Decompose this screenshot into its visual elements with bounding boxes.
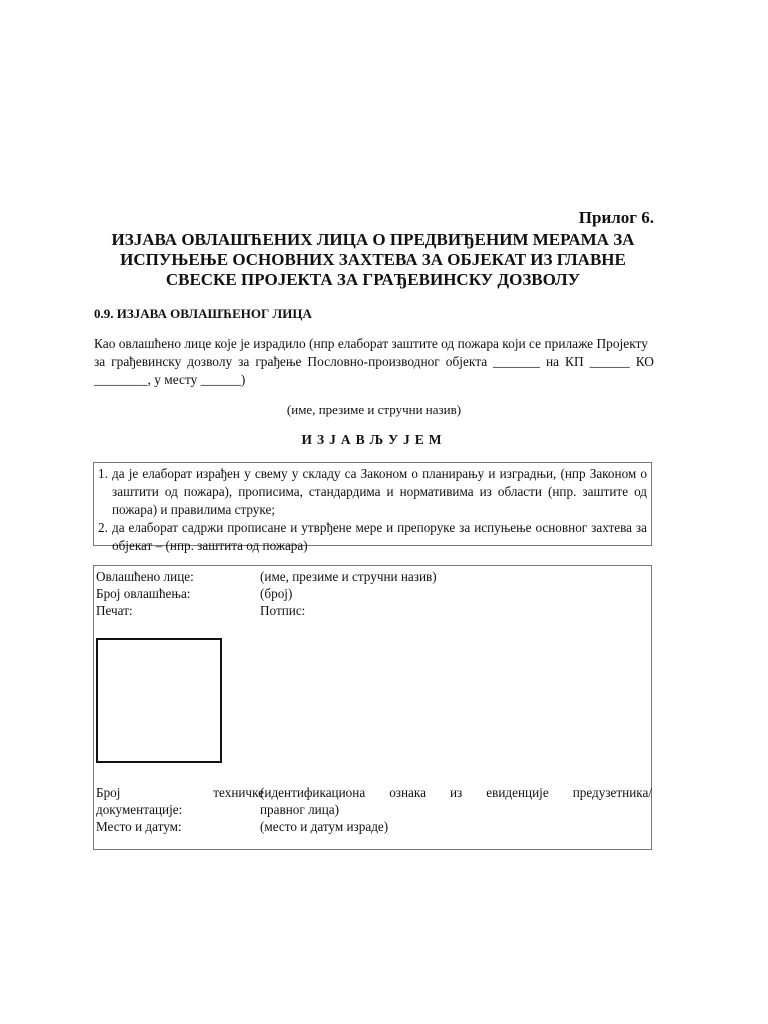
declarations-list	[98, 465, 647, 555]
value-word: евиденције	[486, 785, 549, 800]
intro-line: Као овлашћено лице које је израдило (нпр елаборат заштите од пожара који се прилаже Пројекту	[94, 336, 648, 351]
declare-heading: ИЗЈАВЉУЈЕМ	[301, 432, 447, 447]
declaration-text: да је елаборат израђен у свему у складу са Законом о планирању и изградњи, (нпр Законом о заштити од пожара), прописима, стандардима и нормативима из области (нпр. заштите од пожара) и правилима струке;	[112, 466, 647, 517]
intro-line-justified	[94, 353, 654, 371]
doc-number-label-line	[96, 784, 264, 801]
declarations-box	[93, 462, 652, 553]
label-word: техничке	[213, 785, 264, 800]
doc-number-value-line: правног лица)	[260, 802, 340, 817]
intro-word: КП	[565, 354, 584, 369]
stamp-label: Печат:	[96, 603, 133, 618]
value-word: (идентификациона	[260, 785, 366, 800]
license-value: (број)	[260, 586, 293, 601]
authorized-person-label: Овлашћено лице:	[96, 569, 194, 584]
intro-word: грађење	[255, 354, 302, 369]
name-note: (име, презиме и стручни назив)	[286, 402, 462, 417]
declaration-number: 1.	[98, 466, 108, 481]
value-word: предузетника/	[572, 785, 652, 800]
annex-label: Прилог 6.	[578, 208, 654, 227]
license-label: Број овлашћења:	[96, 586, 191, 601]
authorized-person-value: (име, презиме и стручни назив)	[260, 569, 437, 584]
document-title	[90, 230, 656, 290]
title-line: ИЗЈАВА ОВЛАШЋЕНИХ ЛИЦА О ПРЕДВИЂЕНИМ МЕРАМА ЗА	[111, 230, 635, 249]
section-subtitle: 0.9. ИЗЈАВА ОВЛАШЋЕНОГ ЛИЦА	[94, 306, 312, 321]
intro-word: КО	[635, 354, 654, 369]
intro-word: Пословно-производног	[307, 354, 440, 369]
declaration-item	[98, 465, 647, 519]
value-word: ознака	[389, 785, 426, 800]
label-word: Број	[96, 785, 121, 800]
intro-word: на	[545, 354, 560, 369]
title-line: ИСПУЊЕЊЕ ОСНОВНИХ ЗАХТЕВА ЗА ОБЈЕКАТ ИЗ ГЛАВНЕ	[120, 250, 626, 269]
title-line: СВЕСКЕ ПРОЈЕКТА ЗА ГРАЂЕВИНСКУ ДОЗВОЛУ	[165, 270, 581, 289]
doc-number-value	[260, 784, 652, 818]
intro-word: објекта	[445, 354, 488, 369]
value-word: из	[449, 785, 463, 800]
blank-field: ______	[589, 354, 630, 369]
intro-paragraph	[94, 335, 654, 389]
intro-word: дозволу	[187, 354, 233, 369]
signature-form	[93, 565, 652, 850]
intro-line: ________, у месту ______)	[94, 372, 246, 387]
declaration-number: 2.	[98, 520, 108, 535]
declaration-item	[98, 519, 647, 555]
declaration-text: да елаборат садржи прописане и утврђене мере и препоруке за испуњење основног захтева за објекат – (нпр. заштита од пожара)	[112, 520, 647, 553]
stamp-area	[96, 638, 222, 763]
blank-field: _______	[493, 354, 541, 369]
doc-number-value-line	[260, 784, 652, 801]
doc-number-label	[96, 784, 264, 818]
doc-number-label-line: документације:	[96, 802, 183, 817]
place-date-label: Место и датум:	[96, 819, 182, 834]
place-date-value: (место и датум израде)	[260, 819, 389, 834]
intro-word: за	[238, 354, 250, 369]
intro-word: за	[94, 354, 106, 369]
intro-word: грађевинску	[111, 354, 182, 369]
signature-label: Потпис:	[260, 603, 306, 618]
